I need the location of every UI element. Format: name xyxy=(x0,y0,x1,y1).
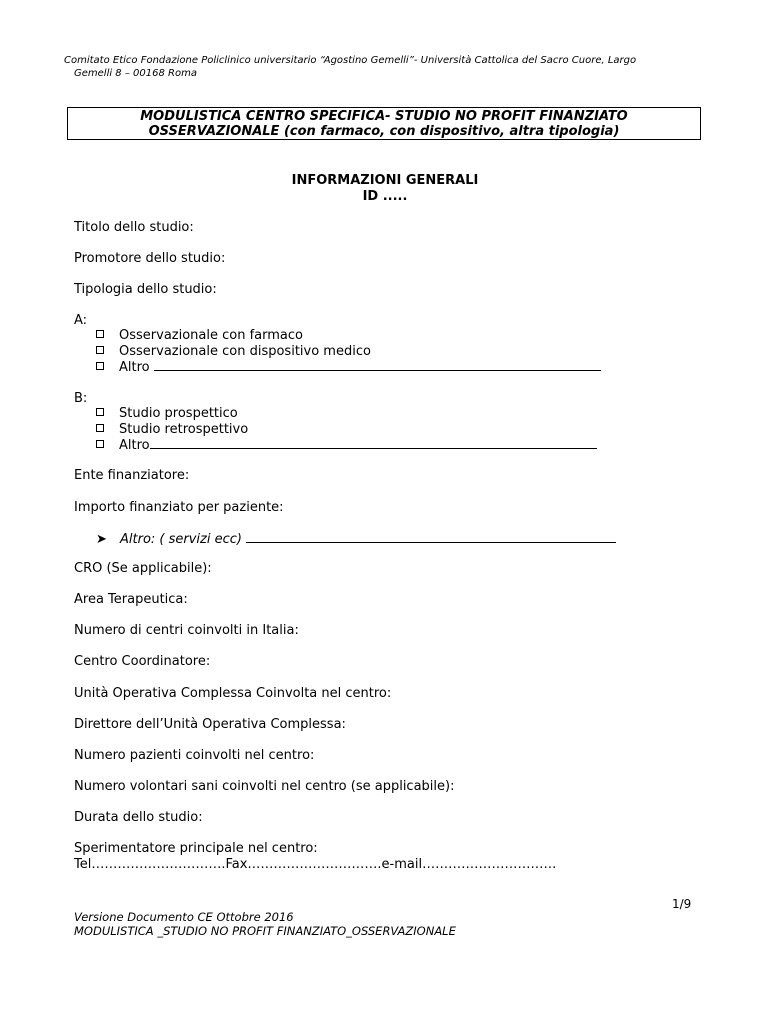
section-title-text: INFORMAZIONI GENERALI xyxy=(291,173,479,188)
page-number: 1/9 xyxy=(672,897,692,911)
option-label: Studio retrospettivo xyxy=(119,422,249,437)
field-cro: CRO (Se applicabile): xyxy=(74,561,212,576)
option-label: Studio prospettico xyxy=(119,406,238,421)
field-durata: Durata dello studio: xyxy=(74,810,203,825)
footer-line2: MODULISTICA _STUDIO NO PROFIT FINANZIATO_OSSERVAZIONALE xyxy=(74,924,456,938)
header-note-line2: Gemelli 8 – 00168 Roma xyxy=(74,68,197,79)
checkbox-icon[interactable] xyxy=(96,346,104,354)
field-titolo: Titolo dello studio: xyxy=(74,220,194,235)
document-title-line2: OSSERVAZIONALE (con farmaco, con dispositivo, altra tipologia) xyxy=(148,124,620,139)
field-direttore: Direttore dell’Unità Operativa Complessa: xyxy=(74,717,346,732)
field-volontari: Numero volontari sani coinvolti nel centro (se applicabile): xyxy=(74,779,455,794)
option-a-altro[interactable] xyxy=(96,359,601,376)
option-a-dispositivo[interactable] xyxy=(96,344,371,360)
option-b-retrospettivo[interactable] xyxy=(96,422,248,438)
checkbox-icon[interactable] xyxy=(96,362,104,370)
field-numero-centri: Numero di centri coinvolti in Italia: xyxy=(74,623,299,638)
section-title xyxy=(0,173,770,205)
field-promotore: Promotore dello studio: xyxy=(74,251,226,266)
field-unita: Unità Operativa Complessa Coinvolta nel centro: xyxy=(74,686,392,701)
option-label: Osservazionale con dispositivo medico xyxy=(119,344,371,359)
checkbox-icon[interactable] xyxy=(96,440,104,448)
footer-line1: Versione Documento CE Ottobre 2016 xyxy=(74,910,294,924)
field-pazienti: Numero pazienti coinvolti nel centro: xyxy=(74,748,315,763)
field-tipologia: Tipologia dello studio: xyxy=(74,282,217,297)
altro-label: Altro xyxy=(120,532,151,547)
fill-line[interactable] xyxy=(150,437,597,449)
option-label: Altro xyxy=(119,360,154,375)
document-title-box xyxy=(67,107,701,140)
field-area: Area Terapeutica: xyxy=(74,592,188,607)
fill-line[interactable] xyxy=(154,359,601,371)
section-id: ID ..... xyxy=(362,189,408,204)
option-label: Altro xyxy=(119,438,150,453)
footer xyxy=(74,910,456,938)
bullet-altro xyxy=(96,531,616,548)
field-ente: Ente finanziatore: xyxy=(74,468,190,483)
option-a-farmaco[interactable] xyxy=(96,328,303,344)
header-note xyxy=(64,54,704,80)
checkbox-icon[interactable] xyxy=(96,408,104,416)
group-b-label: B: xyxy=(74,391,88,406)
checkbox-icon[interactable] xyxy=(96,330,104,338)
fill-line[interactable] xyxy=(246,531,616,543)
header-note-line1: Comitato Etico Fondazione Policlinico universitario “Agostino Gemelli”- Università Cattolica del Sacro Cuore, Largo xyxy=(64,55,637,66)
field-importo: Importo finanziato per paziente: xyxy=(74,500,284,515)
option-b-prospettico[interactable] xyxy=(96,406,238,422)
altro-detail: : ( servizi ecc) xyxy=(150,532,247,547)
option-b-altro[interactable] xyxy=(96,437,597,454)
field-sperimentatore: Sperimentatore principale nel centro: xyxy=(74,841,318,856)
arrow-bullet-icon: ➤ xyxy=(96,532,107,547)
document-title-line1: MODULISTICA CENTRO SPECIFICA- STUDIO NO PROFIT FINANZIATO xyxy=(140,109,628,124)
group-a-label: A: xyxy=(74,313,88,328)
option-label: Osservazionale con farmaco xyxy=(119,328,303,343)
checkbox-icon[interactable] xyxy=(96,424,104,432)
field-contatti: Tel………………………….Fax………………………….e-mail…………………………. xyxy=(74,857,557,872)
field-centro-coordinatore: Centro Coordinatore: xyxy=(74,654,211,669)
